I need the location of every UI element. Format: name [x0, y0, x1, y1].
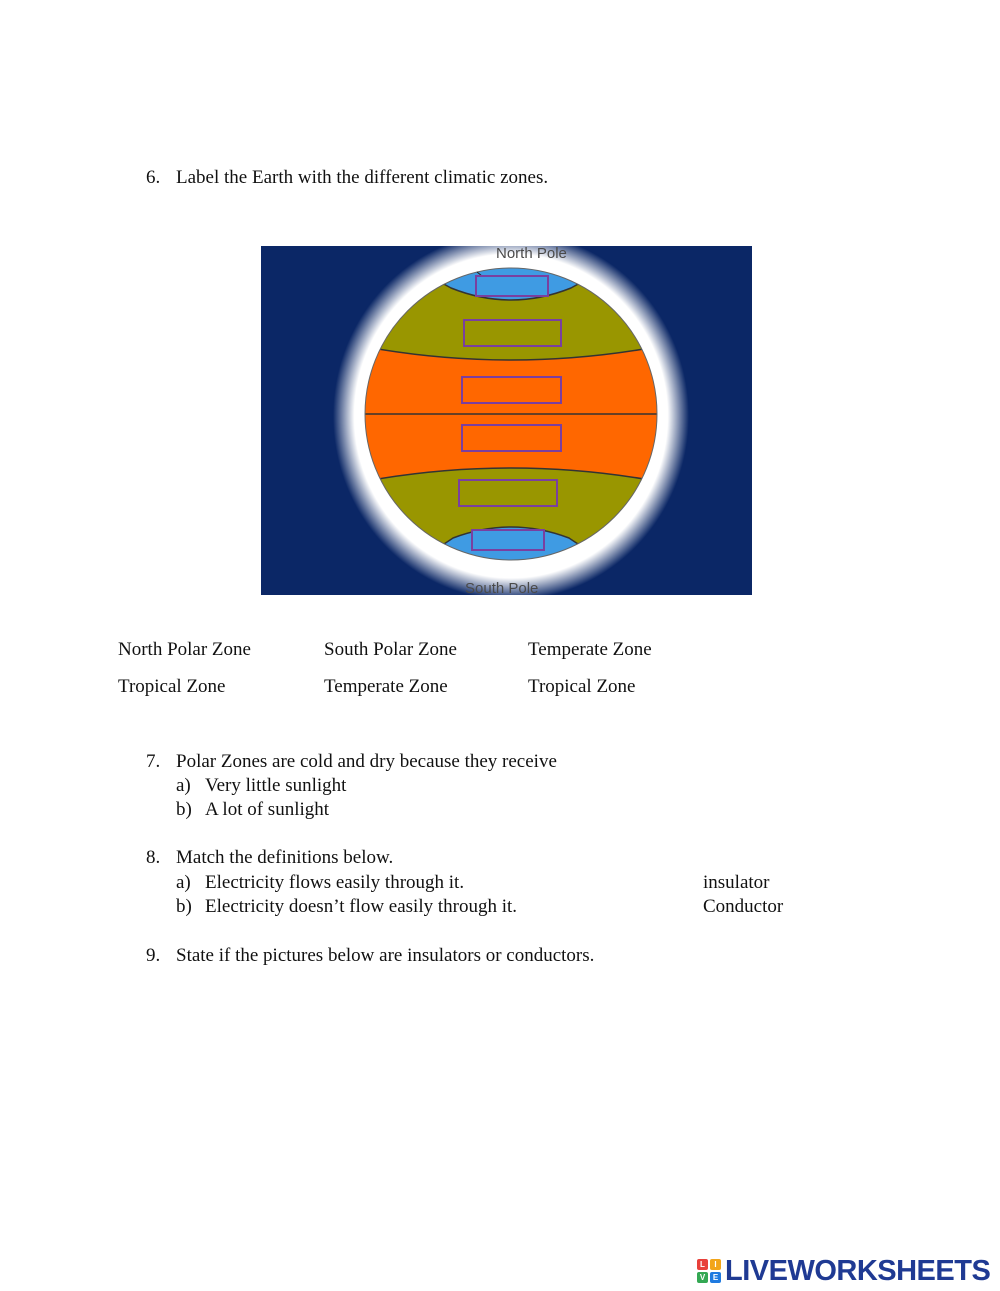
word-tropical-zone-2[interactable]: Tropical Zone: [528, 676, 636, 697]
q8-definition-a[interactable]: Electricity flows easily through it.: [205, 872, 465, 893]
word-temperate-zone-1[interactable]: Temperate Zone: [528, 639, 652, 660]
logo-mark-i: I: [710, 1259, 721, 1270]
logo-mark-icon: [697, 1259, 721, 1283]
q6-prompt: Label the Earth with the different climatic zones.: [176, 167, 549, 188]
q8-item-a-letter: a): [176, 872, 191, 893]
q9-number: 9.: [146, 945, 161, 966]
answer-box-south-polar[interactable]: [472, 530, 544, 550]
q8-number: 8.: [146, 847, 161, 868]
word-temperate-zone-2[interactable]: Temperate Zone: [324, 676, 448, 697]
q6-number: 6.: [146, 167, 161, 188]
logo-mark-e: E: [710, 1272, 721, 1283]
earth-climate-zones-diagram: [261, 246, 752, 595]
q8-term-insulator[interactable]: insulator: [703, 872, 770, 893]
q8-term-conductor[interactable]: Conductor: [703, 896, 784, 917]
earth-diagram-svg: [261, 246, 752, 595]
q7-option-b-letter: b): [176, 799, 192, 820]
q7-option-a-letter: a): [176, 775, 191, 796]
q9-prompt: State if the pictures below are insulators or conductors.: [176, 945, 595, 966]
q8-prompt: Match the definitions below.: [176, 847, 394, 868]
liveworksheets-logo: [697, 1256, 990, 1286]
word-south-polar-zone[interactable]: South Polar Zone: [324, 639, 457, 660]
q7-prompt: Polar Zones are cold and dry because they receive: [176, 751, 557, 772]
q7-option-b[interactable]: A lot of sunlight: [205, 799, 330, 820]
logo-mark-v: V: [697, 1272, 708, 1283]
logo-text: LIVEWORKSHEETS: [725, 1254, 991, 1287]
q8-item-b-letter: b): [176, 896, 192, 917]
q8-definition-b[interactable]: Electricity doesn’t flow easily through it.: [205, 896, 518, 917]
logo-mark-l: L: [697, 1259, 708, 1270]
q7-number: 7.: [146, 751, 161, 772]
word-north-polar-zone[interactable]: North Polar Zone: [118, 639, 251, 660]
word-tropical-zone-1[interactable]: Tropical Zone: [118, 676, 226, 697]
q7-option-a[interactable]: Very little sunlight: [205, 775, 347, 796]
answer-box-north-polar[interactable]: [476, 276, 548, 296]
north-pole-label: North Pole: [496, 246, 567, 262]
south-pole-label: South Pole: [465, 580, 539, 595]
